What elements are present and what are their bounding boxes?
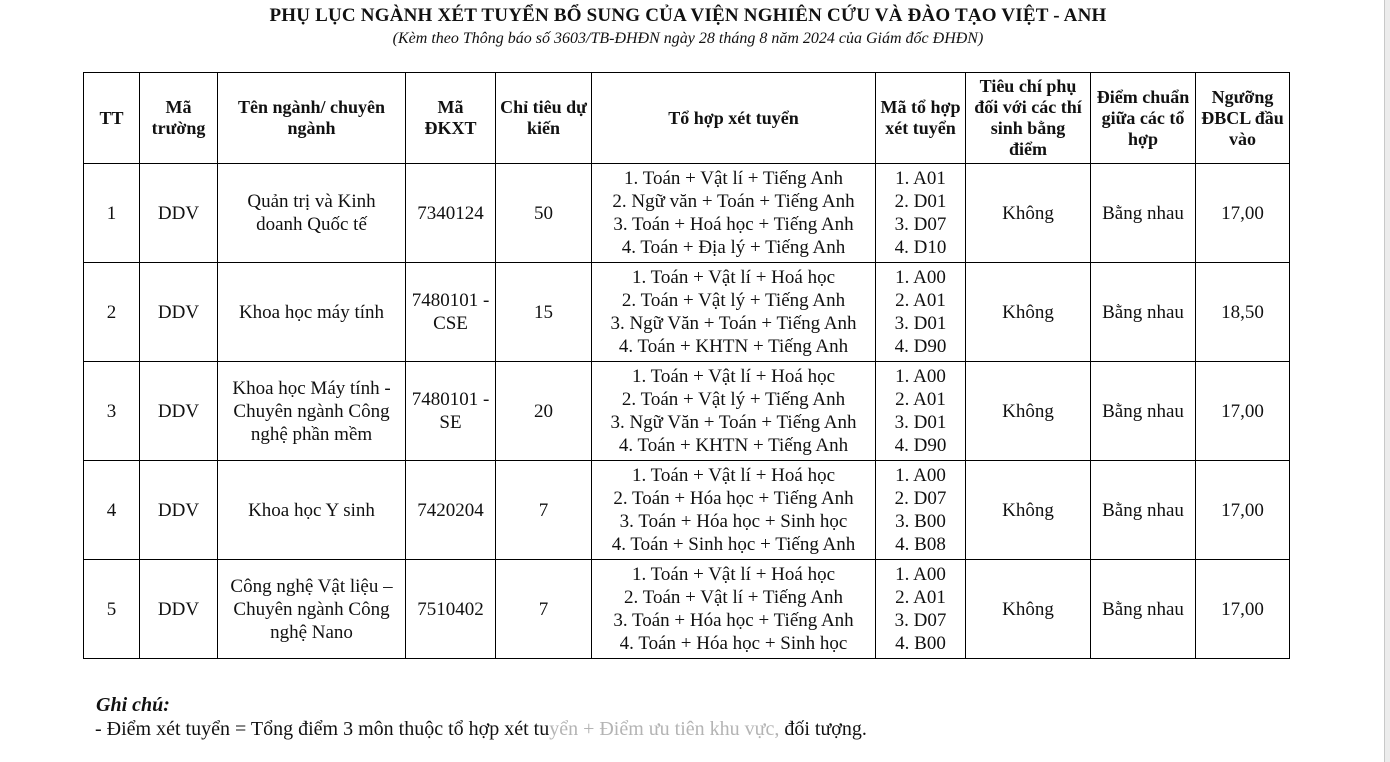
combo-line: 3. Toán + Hóa học + Sinh học	[619, 511, 848, 532]
cell-tt: 3	[84, 362, 140, 461]
combo-code: 2. D01	[894, 191, 947, 212]
cell-to-hop	[592, 362, 876, 461]
combo-line: 3. Ngữ Văn + Toán + Tiếng Anh	[610, 313, 857, 334]
combo-line: 4. Toán + Sinh học + Tiếng Anh	[611, 534, 856, 555]
cell-tt: 5	[84, 560, 140, 659]
cell-ma-to-hop	[876, 560, 966, 659]
combo-code: 4. B00	[895, 633, 946, 654]
combo-line: 1. Toán + Vật lí + Hoá học	[631, 465, 836, 486]
cell-nguong: 17,00	[1196, 461, 1290, 560]
combo-code: 1. A00	[895, 366, 946, 387]
combo-code: 4. D90	[894, 435, 947, 456]
cell-to-hop	[592, 164, 876, 263]
combo-line: 2. Toán + Vật lí + Tiếng Anh	[624, 587, 843, 608]
cell-ma-dkxt: 7510402	[406, 560, 496, 659]
combo-line: 4. Toán + KHTN + Tiếng Anh	[618, 336, 849, 357]
table-row	[84, 362, 1290, 461]
cell-to-hop	[592, 263, 876, 362]
notes-text-end: đối tượng.	[779, 718, 867, 740]
combo-line: 1. Toán + Vật lí + Tiếng Anh	[624, 168, 843, 189]
combo-code: 1. A00	[895, 465, 946, 486]
combo-line: 3. Toán + Hóa học + Tiếng Anh	[613, 610, 854, 631]
combo-code: 3. B00	[895, 511, 946, 532]
table-row	[84, 263, 1290, 362]
cell-tieu-chi: Không	[966, 560, 1091, 659]
cell-ma-truong: DDV	[140, 164, 218, 263]
header-tt: TT	[84, 73, 140, 164]
cell-chi-tieu: 15	[496, 263, 592, 362]
cell-ten-nganh: Khoa học Máy tính - Chuyên ngành Công nghệ phần mềm	[218, 362, 406, 461]
cell-to-hop	[592, 560, 876, 659]
cell-chi-tieu: 50	[496, 164, 592, 263]
header-ma-dkxt: Mã ĐKXT	[406, 73, 496, 164]
cell-chi-tieu: 20	[496, 362, 592, 461]
combo-line: 4. Toán + KHTN + Tiếng Anh	[618, 435, 849, 456]
header-ma-truong: Mã trường	[140, 73, 218, 164]
header-chi-tieu: Chỉ tiêu dự kiến	[496, 73, 592, 164]
cell-tieu-chi: Không	[966, 263, 1091, 362]
cell-ma-dkxt: 7340124	[406, 164, 496, 263]
cell-ma-truong: DDV	[140, 362, 218, 461]
cell-nguong: 17,00	[1196, 362, 1290, 461]
table-row	[84, 164, 1290, 263]
combo-code: 1. A01	[895, 168, 946, 189]
combo-code: 2. A01	[895, 389, 946, 410]
combo-code: 3. D07	[894, 610, 947, 631]
cell-nguong: 17,00	[1196, 164, 1290, 263]
combo-code: 2. A01	[895, 587, 946, 608]
notes-text	[95, 718, 867, 741]
combo-line: 2. Toán + Vật lý + Tiếng Anh	[621, 389, 846, 410]
page-edge-scrollbar	[1384, 0, 1390, 762]
combo-code: 3. D07	[894, 214, 947, 235]
combo-line: 1. Toán + Vật lí + Hoá học	[631, 366, 836, 387]
cell-ten-nganh: Khoa học Y sinh	[218, 461, 406, 560]
header-ten-nganh: Tên ngành/ chuyên ngành	[218, 73, 406, 164]
combo-line: 4. Toán + Địa lý + Tiếng Anh	[621, 237, 846, 258]
combo-code: 2. A01	[895, 290, 946, 311]
cell-nguong: 18,50	[1196, 263, 1290, 362]
cell-ma-truong: DDV	[140, 263, 218, 362]
notes-title: Ghi chú:	[96, 694, 170, 716]
cell-to-hop	[592, 461, 876, 560]
header-tieu-chi: Tiêu chí phụ đối với các thí sinh bằng điểm	[966, 73, 1091, 164]
cell-nguong: 17,00	[1196, 560, 1290, 659]
table-row	[84, 461, 1290, 560]
cell-diem-chuan: Bằng nhau	[1091, 362, 1196, 461]
cell-chi-tieu: 7	[496, 461, 592, 560]
cell-chi-tieu: 7	[496, 560, 592, 659]
combo-line: 2. Toán + Hóa học + Tiếng Anh	[613, 488, 854, 509]
notes-text-faded: yển + Điểm ưu tiên khu vực,	[549, 718, 780, 740]
cell-ma-truong: DDV	[140, 560, 218, 659]
cell-tieu-chi: Không	[966, 362, 1091, 461]
cell-tt: 4	[84, 461, 140, 560]
cell-ma-dkxt: 7420204	[406, 461, 496, 560]
cell-ten-nganh: Công nghệ Vật liệu – Chuyên ngành Công nghệ Nano	[218, 560, 406, 659]
cell-ma-to-hop	[876, 263, 966, 362]
combo-code: 4. B08	[895, 534, 946, 555]
cell-ten-nganh: Khoa học máy tính	[218, 263, 406, 362]
cell-ma-dkxt: 7480101 - CSE	[406, 263, 496, 362]
table-row	[84, 560, 1290, 659]
cell-ma-to-hop	[876, 362, 966, 461]
cell-tt: 2	[84, 263, 140, 362]
combo-code: 1. A00	[895, 564, 946, 585]
cell-diem-chuan: Bằng nhau	[1091, 263, 1196, 362]
cell-ma-to-hop	[876, 164, 966, 263]
combo-line: 1. Toán + Vật lí + Hoá học	[631, 267, 836, 288]
admissions-table	[83, 72, 1290, 659]
page-subtitle: (Kèm theo Thông báo số 3603/TB-ĐHĐN ngày 28 tháng 8 năm 2024 của Giám đốc ĐHĐN)	[392, 30, 984, 47]
cell-ma-truong: DDV	[140, 461, 218, 560]
combo-code: 3. D01	[894, 412, 947, 433]
combo-line: 3. Ngữ Văn + Toán + Tiếng Anh	[610, 412, 857, 433]
cell-ten-nganh: Quản trị và Kinh doanh Quốc tế	[218, 164, 406, 263]
cell-tt: 1	[84, 164, 140, 263]
combo-line: 3. Toán + Hoá học + Tiếng Anh	[613, 214, 854, 235]
cell-ma-to-hop	[876, 461, 966, 560]
combo-code: 4. D10	[894, 237, 947, 258]
combo-code: 1. A00	[895, 267, 946, 288]
combo-line: 2. Ngữ văn + Toán + Tiếng Anh	[612, 191, 855, 212]
combo-line: 1. Toán + Vật lí + Hoá học	[631, 564, 836, 585]
cell-tieu-chi: Không	[966, 164, 1091, 263]
cell-ma-dkxt: 7480101 - SE	[406, 362, 496, 461]
notes-text-main: - Điểm xét tuyển = Tổng điểm 3 môn thuộc tổ hợp xét tu	[95, 718, 550, 740]
header-ma-to-hop: Mã tổ hợp xét tuyển	[876, 73, 966, 164]
header-to-hop: Tổ hợp xét tuyển	[592, 73, 876, 164]
header-nguong: Ngưỡng ĐBCL đầu vào	[1196, 73, 1290, 164]
cell-tieu-chi: Không	[966, 461, 1091, 560]
combo-code: 4. D90	[894, 336, 947, 357]
header-diem-chuan: Điểm chuẩn giữa các tổ hợp	[1091, 73, 1196, 164]
cell-diem-chuan: Bằng nhau	[1091, 164, 1196, 263]
combo-line: 4. Toán + Hóa học + Sinh học	[619, 633, 848, 654]
combo-line: 2. Toán + Vật lý + Tiếng Anh	[621, 290, 846, 311]
combo-code: 2. D07	[894, 488, 947, 509]
cell-diem-chuan: Bằng nhau	[1091, 560, 1196, 659]
table-header-row	[84, 73, 1290, 164]
cell-diem-chuan: Bằng nhau	[1091, 461, 1196, 560]
page-title: PHỤ LỤC NGÀNH XÉT TUYỂN BỔ SUNG CỦA VIỆN NGHIÊN CỨU VÀ ĐÀO TẠO VIỆT - ANH	[269, 5, 1107, 26]
combo-code: 3. D01	[894, 313, 947, 334]
